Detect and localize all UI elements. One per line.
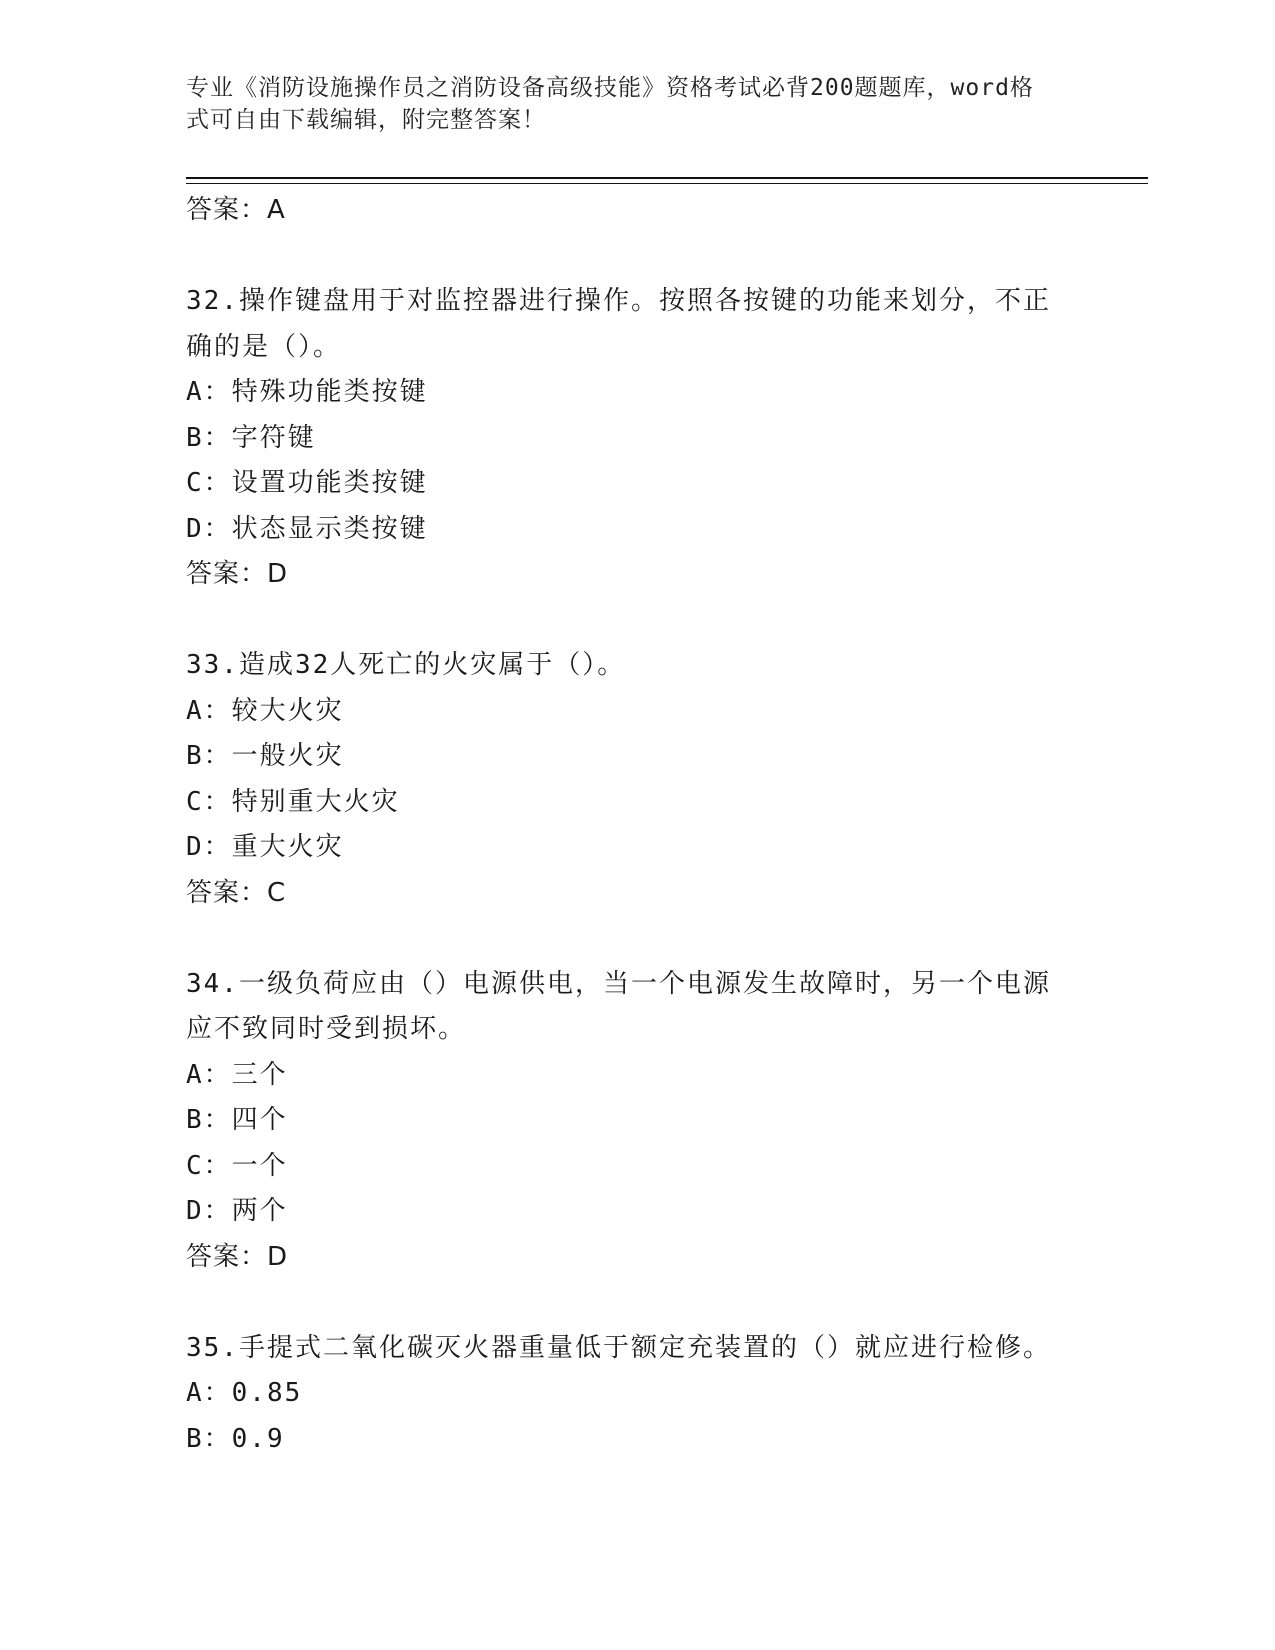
question-34-option-d: D：两个 xyxy=(186,1196,288,1226)
spacer xyxy=(186,1280,1086,1326)
question-35-text: 35.手提式二氧化碳灭火器重量低于额定充装置的（）就应进行检修。 xyxy=(186,1332,1051,1363)
question-32-option-a: A：特殊功能类按键 xyxy=(186,377,428,407)
header-line-1: 专业《消防设施操作员之消防设备高级技能》资格考试必背200题题库，word格 xyxy=(186,75,1034,101)
question-35-option-b: B：0.9 xyxy=(186,1423,285,1454)
question-33-option-d: D：重大火灾 xyxy=(186,832,344,862)
question-34-option-c: C：一个 xyxy=(186,1150,288,1181)
question-33-option-a: A：较大火灾 xyxy=(186,695,344,726)
question-34-answer: 答案：D xyxy=(186,1241,289,1272)
question-32-option-c: C：设置功能类按键 xyxy=(186,468,428,498)
question-34-option-a: A：三个 xyxy=(186,1059,288,1090)
question-32-option-b: B：字符键 xyxy=(186,422,316,453)
spacer xyxy=(186,598,1086,644)
header-line-2: 式可自由下载编辑，附完整答案！ xyxy=(186,107,546,133)
question-32-option-d: D：状态显示类按键 xyxy=(186,513,428,544)
spacer xyxy=(186,234,1086,280)
question-list xyxy=(186,188,1086,1462)
question-33-option-b: B：一般火灾 xyxy=(186,741,344,771)
question-34-text: 34.一级负荷应由（）电源供电，当一个电源发生故障时，另一个电源 xyxy=(186,968,1051,999)
question-33-option-c: C：特别重大火灾 xyxy=(186,786,400,817)
spacer xyxy=(186,916,1086,962)
header-rule-thin xyxy=(186,183,1148,184)
header-rule-thick xyxy=(186,177,1148,179)
question-33-answer: 答案：C xyxy=(186,877,287,908)
question-32-text: 32.操作键盘用于对监控器进行操作。按照各按键的功能来划分，不正 xyxy=(186,286,1051,316)
question-34-option-b: B：四个 xyxy=(186,1105,288,1135)
question-34-text-cont: 应不致同时受到损坏。 xyxy=(186,1014,467,1044)
answer-line: 答案：A xyxy=(186,195,286,225)
question-33-text: 33.造成32人死亡的火灾属于（）。 xyxy=(186,650,626,680)
question-32-answer: 答案：D xyxy=(186,559,289,589)
document-header xyxy=(186,72,1066,136)
question-35-option-a: A：0.85 xyxy=(186,1378,303,1408)
question-32-text-cont: 确的是（）。 xyxy=(186,331,342,362)
